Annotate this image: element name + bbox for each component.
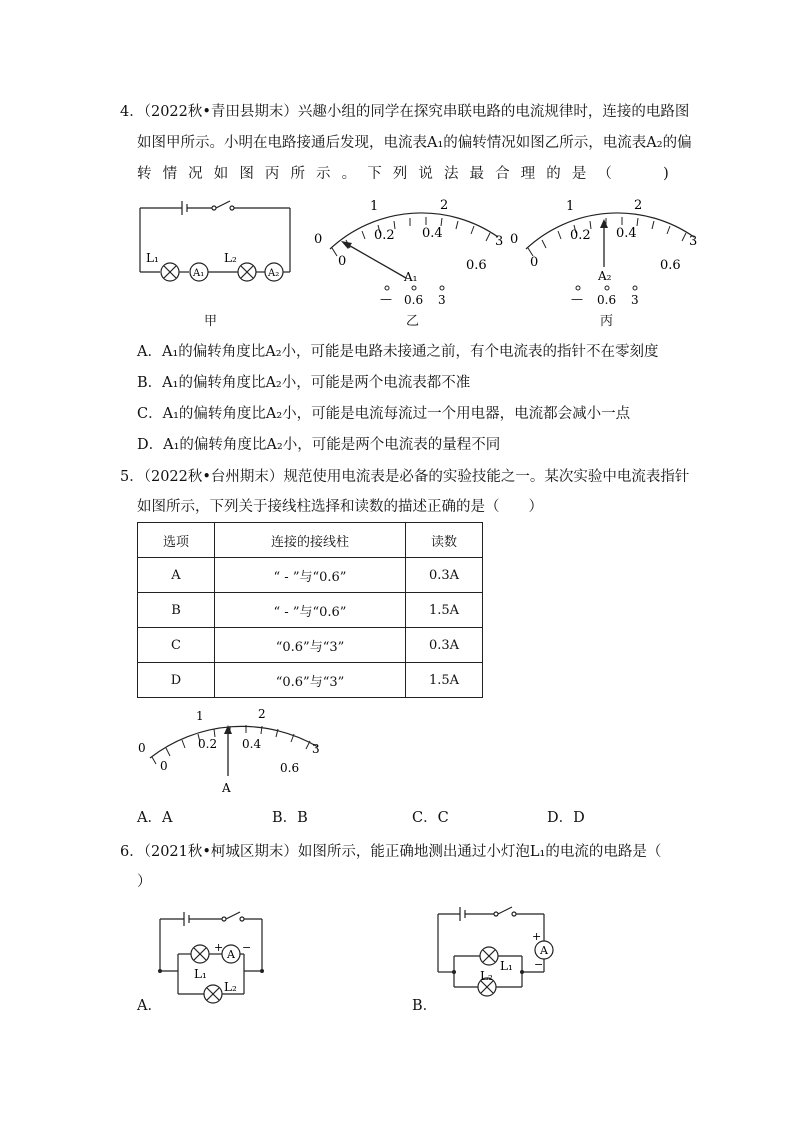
- q4-option-c[interactable]: C．A₁的偏转角度比A₂小，可能是电流每流过一个用电器，电流都会减小一点: [137, 406, 631, 422]
- header-terminals: 连接的接线柱: [215, 523, 406, 558]
- q4-line-3-char: 列: [392, 166, 408, 182]
- circuit-diagram-jia: [130, 195, 305, 295]
- plus-label: +: [532, 930, 542, 943]
- plus-label: +: [214, 941, 224, 954]
- bing-lower-0: 0: [530, 255, 539, 270]
- table-cell: C: [138, 628, 215, 663]
- ammeter-dial-q5: [130, 700, 330, 800]
- q4-option-a[interactable]: A．A₁的偏转角度比A₂小，可能是电路未接通之前，有个电流表的指针不在零刻度: [137, 344, 659, 360]
- q6-line-2: ）: [137, 874, 152, 890]
- q4-line-3-char: 理: [520, 166, 536, 182]
- q4-line-3-char: 下: [367, 166, 382, 182]
- bing-lower-2: 0.4: [616, 226, 637, 241]
- table-row: [138, 558, 483, 593]
- meter-label: A: [540, 944, 548, 957]
- label-L2: L₂: [224, 251, 237, 265]
- label-A1: A₁: [193, 268, 205, 279]
- q5-lower-2: 0.4: [242, 737, 262, 751]
- table-cell: 1.5A: [406, 663, 483, 698]
- q5-upper-3: 3: [312, 742, 320, 756]
- table-cell: “ - ”与“0.6”: [215, 558, 406, 593]
- bing-lower-3: 0.6: [660, 258, 681, 273]
- q4-line-3-char: ): [663, 166, 669, 182]
- bing-term-neg: —: [571, 292, 583, 306]
- bing-upper-3: 3: [689, 234, 698, 249]
- yi-pointer-label: A₁: [404, 270, 418, 284]
- q6-line-1: 6．（2021秋•柯城区期末）如图所示，能正确地测出通过小灯泡L₁的电流的电路是（: [120, 844, 662, 860]
- yi-term-3: 3: [438, 293, 446, 307]
- yi-lower-0: 0: [338, 254, 347, 269]
- yi-lower-3: 0.6: [466, 258, 487, 273]
- table-row: [138, 663, 483, 698]
- q4-line-3-char: 情: [162, 166, 178, 182]
- yi-term-neg: —: [380, 292, 392, 306]
- q4-line-3-char: 是: [571, 166, 587, 182]
- q4-line-3: [137, 164, 669, 184]
- q4-option-d[interactable]: D．A₁的偏转角度比A₂小，可能是两个电流表的量程不同: [137, 437, 501, 453]
- q5-answer-b[interactable]: B．B: [272, 810, 308, 826]
- label-L1: L₁: [500, 959, 513, 973]
- bing-term-3: 3: [631, 293, 639, 307]
- table-cell: 1.5A: [406, 593, 483, 628]
- table-cell: D: [138, 663, 215, 698]
- q4-line-3-char: 法: [443, 166, 459, 182]
- q4-line-3-char: 况: [188, 166, 203, 182]
- q5-pointer-label: A: [222, 781, 231, 795]
- bing-upper-1: 1: [566, 199, 575, 214]
- header-option: 选项: [138, 523, 215, 558]
- label-L2: L₂: [480, 969, 493, 983]
- table-cell: “ - ”与“0.6”: [215, 593, 406, 628]
- yi-upper-3: 3: [495, 234, 504, 249]
- meter-label: A: [227, 948, 235, 961]
- q5-answer-d[interactable]: D．D: [547, 810, 585, 826]
- minus-label: −: [242, 941, 252, 954]
- q4-line-3-char: 的: [546, 166, 561, 182]
- header-reading: 读数: [406, 523, 483, 558]
- q5-upper-1: 1: [196, 709, 204, 723]
- yi-lower-1: 0.2: [374, 228, 395, 243]
- label-L2: L₂: [224, 980, 237, 994]
- q5-lower-0: 0: [160, 759, 168, 773]
- bing-pointer-label: A₂: [598, 269, 612, 283]
- circuit-a-label: A．: [137, 998, 162, 1014]
- q4-line-1: 4．（2022秋•青田县期末）兴趣小组的同学在探究串联电路的电流规律时，连接的电路图: [120, 104, 690, 120]
- yi-upper-1: 1: [370, 199, 379, 214]
- table-row: [138, 593, 483, 628]
- bing-lower-1: 0.2: [570, 228, 591, 243]
- q4-line-3-char: 说: [418, 166, 433, 182]
- q4-line-3-char: [623, 164, 652, 184]
- circuit-option-a[interactable]: [150, 905, 270, 1010]
- circuit-b-label: B．: [412, 998, 438, 1014]
- table-cell: “0.6”与“3”: [215, 628, 406, 663]
- table-header-row: [138, 523, 483, 558]
- circuit-option-b[interactable]: [430, 900, 570, 1005]
- table-cell: 0.3A: [406, 558, 483, 593]
- table-cell: 0.3A: [406, 628, 483, 663]
- q5-lower-3: 0.6: [280, 761, 300, 775]
- q4-line-3-char: （: [597, 166, 612, 182]
- q5-options-table: [137, 522, 483, 698]
- table-cell: “0.6”与“3”: [215, 663, 406, 698]
- q5-lower-1: 0.2: [198, 737, 218, 751]
- table-row: [138, 628, 483, 663]
- q4-line-3-char: 。: [341, 166, 357, 182]
- yi-lower-2: 0.4: [422, 226, 443, 241]
- q4-line-3-char: 最: [469, 166, 485, 182]
- minus-label: −: [534, 958, 544, 971]
- fig-label-yi: 乙: [406, 314, 420, 329]
- q4-line-3-char: 丙: [264, 166, 280, 182]
- q5-line-2: 如图所示，下列关于接线柱选择和读数的描述正确的是（ ）: [137, 499, 543, 515]
- bing-upper-0: 0: [510, 232, 519, 247]
- bing-term-06: 0.6: [597, 293, 617, 307]
- q5-line-1: 5．（2022秋•台州期末）规范使用电流表是必备的实验技能之一。某次实验中电流表指针: [120, 469, 690, 485]
- q4-line-3-char: 转: [137, 166, 152, 182]
- table-cell: B: [138, 593, 215, 628]
- q4-option-b[interactable]: B．A₁的偏转角度比A₂小，可能是两个电流表都不准: [137, 375, 471, 391]
- q4-line-3-char: 合: [495, 166, 510, 182]
- q4-line-3-char: 所: [290, 166, 305, 182]
- label-L1: L₁: [194, 967, 207, 981]
- q5-answer-a[interactable]: A．A: [137, 810, 173, 826]
- q4-line-2: 如图甲所示。小明在电路接通后发现，电流表A₁的偏转情况如图乙所示，电流表A₂的偏: [137, 135, 692, 151]
- q5-upper-0: 0: [138, 741, 146, 755]
- q5-upper-2: 2: [258, 707, 266, 721]
- yi-term-06: 0.6: [404, 293, 424, 307]
- table-cell: A: [138, 558, 215, 593]
- bing-upper-2: 2: [634, 198, 643, 213]
- fig-label-bing: 丙: [600, 314, 614, 329]
- label-L1: L₁: [146, 251, 159, 265]
- q4-line-3-char: 图: [239, 166, 254, 182]
- q4-line-3-char: 如: [213, 166, 229, 182]
- yi-upper-0: 0: [314, 232, 323, 247]
- q5-answer-c[interactable]: C．C: [412, 810, 449, 826]
- label-A2: A₂: [268, 268, 280, 279]
- q4-line-3-char: 示: [316, 166, 331, 182]
- fig-label-jia: 甲: [204, 314, 218, 329]
- yi-upper-2: 2: [440, 198, 449, 213]
